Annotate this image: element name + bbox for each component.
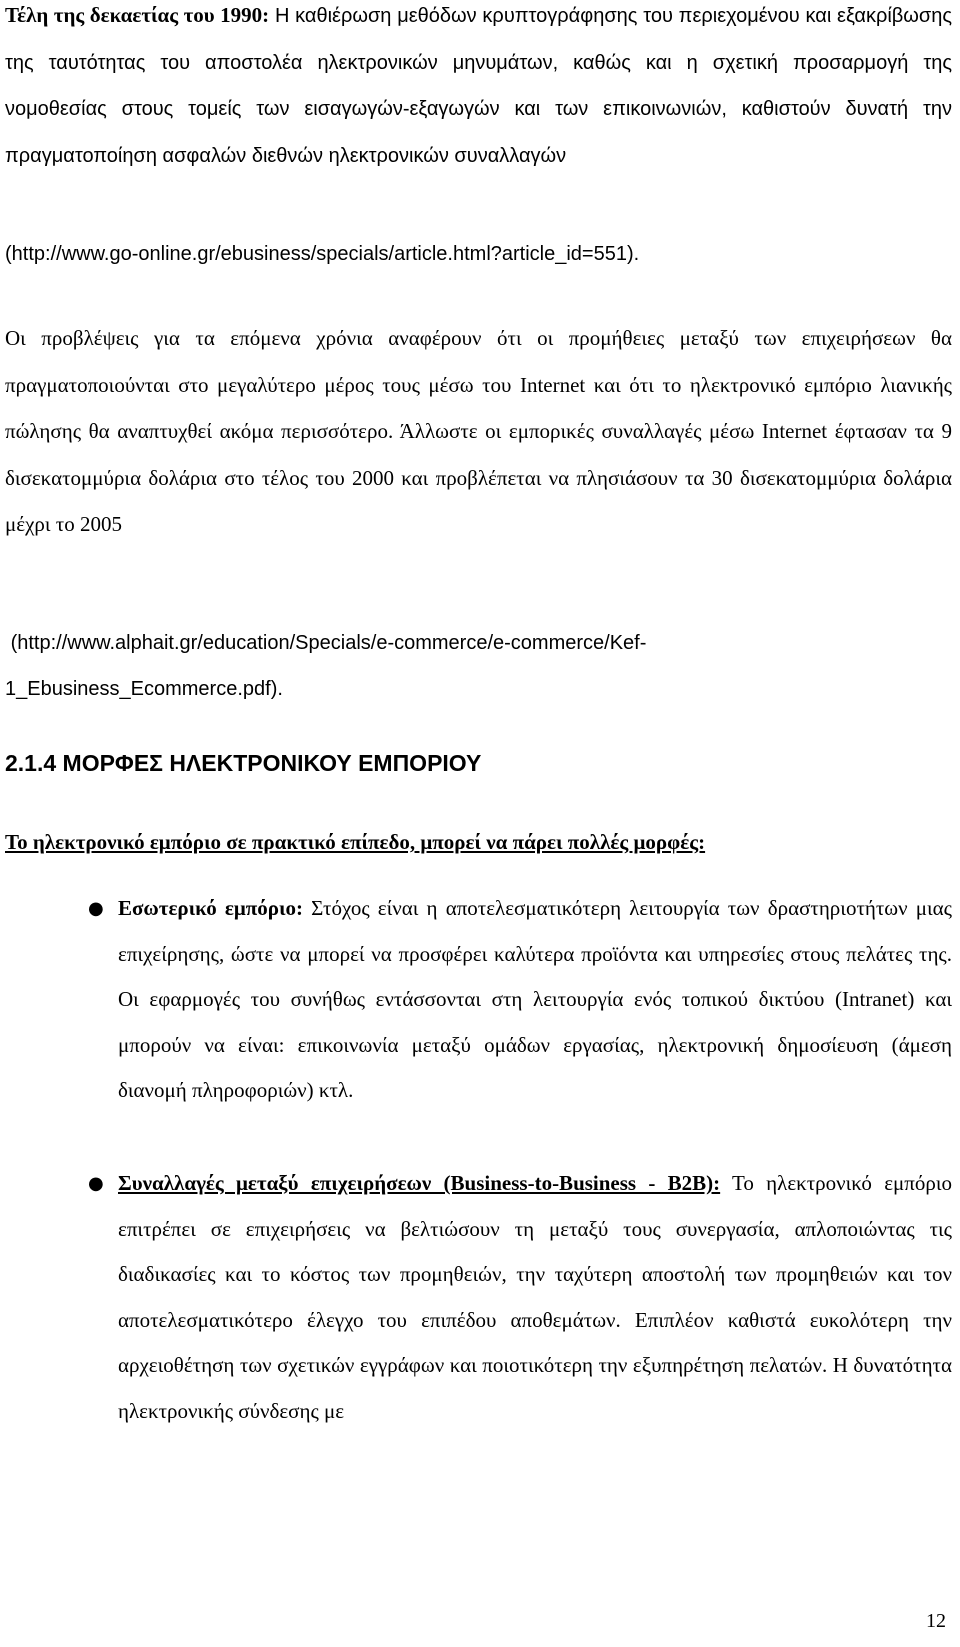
paragraph-lead: Τέλη της δεκαετίας του 1990: <box>5 3 270 27</box>
bullet-icon: ● <box>88 898 104 919</box>
paragraph-history-1990s <box>5 0 952 179</box>
bullet-icon: ● <box>88 1173 104 1194</box>
reference-link-line2: 1_Ebusiness_Ecommerce.pdf). <box>5 677 283 700</box>
bullet-text: Το ηλεκτρονικό εμπόριο επιτρέπει σε επιχειρήσεις να βελτιώσουν τη μεταξύ τους συνεργασία, απλοποιώντας τις διαδικασίες και το κόστος των προμηθειών, την ταχύτερη αποστολή των προμηθειών και τον αποτελεσματικότερο έλεγχο του επιπέδου αποθεμάτων. Επιπλέον καθιστά ευκολότερη την αρχειοθέτηση των σχετικών εγγράφων και ποιοτικότερη την εξυπηρέτηση πελατών. Η δυνατότητα ηλεκτρονικής σύνδεσης με <box>118 1171 953 1423</box>
paragraph-forecasts-text: Οι προβλέψεις για τα επόμενα χρόνια αναφέρουν ότι οι προμήθειες μεταξύ των επιχειρήσεων θα πραγματοποιούνται στο μεγαλύτερο μέρος τους μέσω του Internet και ότι το ηλεκτρονικό εμπόριο λιανικής πώλησης θα αναπτυχθεί ακόμα περισσότερο. Άλλωστε οι εμπορικές συναλλαγές μέσω Internet έφτασαν τα 9 δισεκατομμύρια δολάρια στο τέλος του 2000 και προβλέπεται να πλησιάσουν τα 30 δισεκατομμύρια δολάρια μέχρι το 2005 <box>5 326 953 537</box>
reference-link-line1: (http://www.alphait.gr/education/Specials/e-commerce/e-commerce/Kef- <box>10 632 647 654</box>
bullet-term: Εσωτερικό εμπόριο: <box>118 896 304 920</box>
bullet-term: Συναλλαγές μεταξύ επιχειρήσεων (Business-to-Business - B2B): <box>118 1171 721 1195</box>
section-intro: Το ηλεκτρονικό εμπόριο σε πρακτικό επίπεδο, μπορεί να πάρει πολλές μορφές: <box>5 830 706 854</box>
bullet-internal-commerce <box>88 886 952 1114</box>
paragraph-forecasts <box>5 316 952 549</box>
paragraph-body: Η καθιέρωση μεθόδων κρυπτογράφησης του περιεχομένου και εξακρίβωσης της ταυτότητας του αποστολέα ηλεκτρονικών μηνυμάτων, καθώς και η σχετική προσαρμογή της νομοθεσίας στους τομείς των εισαγωγών-εξαγωγών και των επικοινωνιών, καθιστούν δυνατή την πραγματοποίηση ασφαλών διεθνών ηλεκτρονικών συναλλαγών <box>5 5 952 167</box>
section-heading: 2.1.4 ΜΟΡΦΕΣ ΗΛΕΚΤΡΟΝΙΚΟΥ ΕΜΠΟΡΙΟΥ <box>5 750 482 776</box>
reference-link-go-online: (http://www.go-online.gr/ebusiness/specials/article.html?article_id=551). <box>5 243 640 265</box>
bullet-text: Στόχος είναι η αποτελεσματικότερη λειτουργία των δραστηριοτήτων μιας επιχείρησης, ώστε να μπορεί να προσφέρει καλύτερα προϊόντα και υπηρεσίες στους πελάτες της. Οι εφαρμογές του συνήθως εντάσσονται στη λειτουργία ενός τοπικού δικτύου (Intranet) και μπορούν να είναι: επικοινωνία μεταξύ ομάδων εργασίας, ηλεκτρονική δημοσίευση (άμεση διανομή πληροφοριών) κτλ. <box>118 896 952 1103</box>
page-number: 12 <box>926 1610 946 1632</box>
reference-link-alphait <box>5 621 952 712</box>
bullet-b2b <box>88 1161 953 1435</box>
